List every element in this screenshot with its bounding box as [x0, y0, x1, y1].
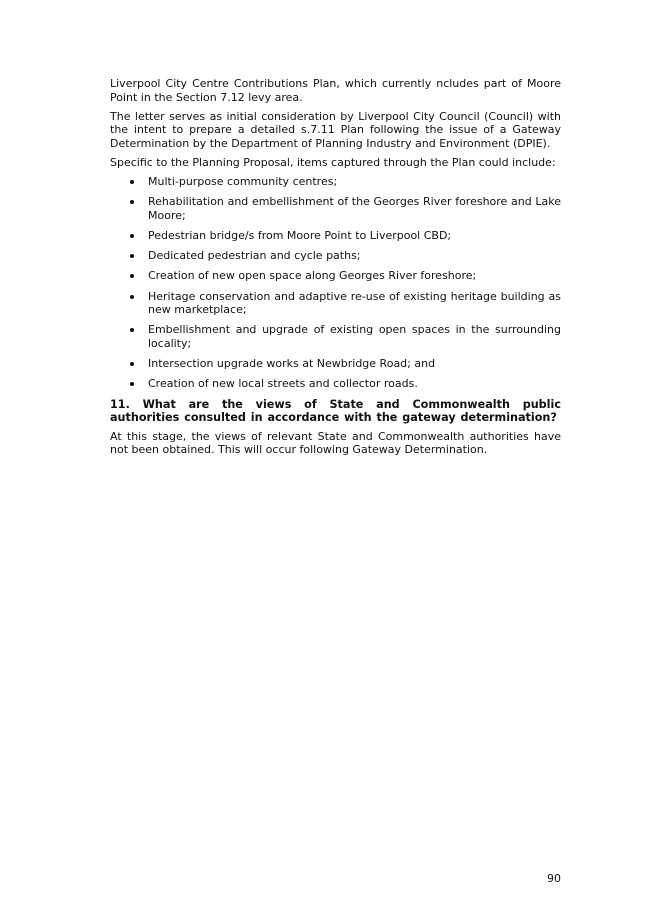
list-item — [110, 290, 561, 317]
page-content — [110, 77, 561, 462]
list-item — [110, 175, 561, 189]
plan-items-list — [110, 175, 561, 391]
list-item — [110, 195, 561, 222]
list-item-text: Pedestrian bridge/s from Moore Point to Liverpool CBD; — [148, 229, 452, 243]
bullet-icon — [130, 295, 134, 299]
list-item — [110, 357, 561, 371]
list-item — [110, 323, 561, 350]
list-item-text: Embellishment and upgrade of existing open spaces in the surrounding locality; — [148, 323, 561, 350]
list-item-text: Rehabilitation and embellishment of the Georges River foreshore and Lake Moore; — [148, 195, 561, 222]
bullet-icon — [130, 254, 134, 258]
intro-paragraph: Liverpool City Centre Contributions Plan, which currently ncludes part of Moore Point in the Section 7.12 levy area. — [110, 77, 561, 104]
bullet-icon — [130, 362, 134, 366]
list-item — [110, 269, 561, 283]
bullet-icon — [130, 274, 134, 278]
list-item-text: Heritage conservation and adaptive re-use of existing heritage building as new marketplace; — [148, 289, 561, 317]
list-item-text: Creation of new open space along Georges River foreshore; — [148, 269, 477, 283]
list-item-text: Multi-purpose community centres; — [148, 175, 338, 189]
bullet-icon — [130, 180, 134, 184]
list-item-text: Intersection upgrade works at Newbridge Road; and — [148, 357, 436, 371]
list-item-text: Dedicated pedestrian and cycle paths; — [148, 249, 361, 263]
bullet-icon — [130, 328, 134, 332]
list-item-text: Creation of new local streets and collector roads. — [148, 377, 418, 391]
list-item — [110, 229, 561, 243]
bullet-icon — [130, 200, 134, 204]
plan-items-intro: Specific to the Planning Proposal, items captured through the Plan could include: — [110, 155, 556, 169]
list-item — [110, 249, 561, 263]
letter-paragraph: The letter serves as initial consideration by Liverpool City Council (Council) with the intent to prepare a detailed s.7.11 Plan following the issue of a Gateway Determination by the Department of Planning Industry and Environment (DPIE). — [110, 109, 561, 150]
section-body: At this stage, the views of relevant State and Commonwealth authorities have not been obtained. This will occur following Gateway Determination. — [110, 429, 561, 457]
section-heading: 11. What are the views of State and Commonwealth public authorities consulted in accordance with the gateway determination? — [110, 397, 561, 425]
bullet-icon — [130, 234, 134, 238]
page-number: 90 — [547, 872, 561, 885]
list-item — [110, 377, 561, 391]
bullet-icon — [130, 382, 134, 386]
